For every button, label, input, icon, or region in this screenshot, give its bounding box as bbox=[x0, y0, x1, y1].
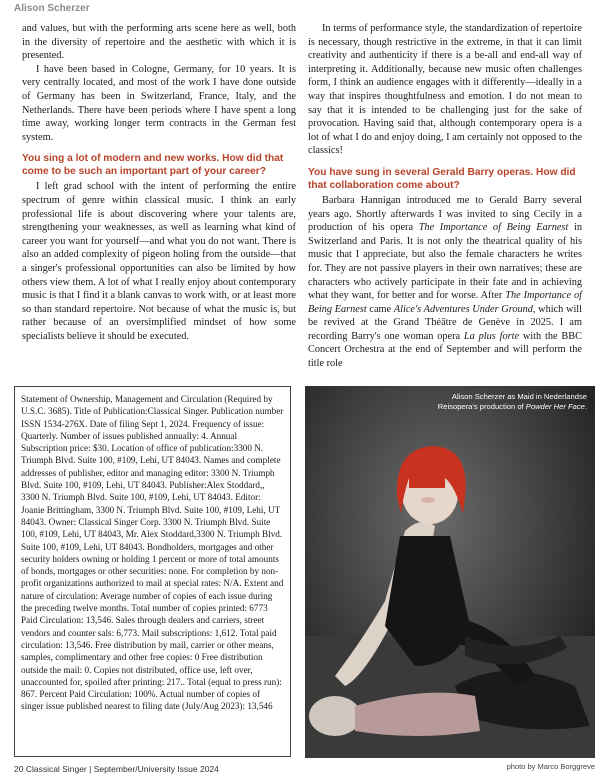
page-footer: 20 Classical Singer | September/University Issue 2024 bbox=[14, 764, 219, 774]
interview-question: You have sung in several Gerald Barry operas. How did that collaboration come about? bbox=[308, 166, 576, 191]
photo-caption: Alison Scherzer as Maid in Nederlandse Reisopera's production of Powder Her Face. bbox=[437, 392, 587, 411]
paragraph: In terms of performance style, the standardization of repertoire is necessary, though restrictive in the extreme, in that it can limit creativity and authenticity if there is a be-all and end-all way of interpreting it. Additionally, because new music often challenges form, I think an audience engages with it differently—ideally in a way that inspires thoughtfulness and emotion. I do not mean to say that it is intended to be challenging just for the sake of provocation. Having said that, although contemporary opera is a lot of what I do and enjoy doing, I am certainly not opposed to the classics! bbox=[308, 23, 582, 157]
paragraph: I have been based in Cologne, Germany, for 10 years. It is very centrally located, and most of the work I have done outside of Germany has been in Switzerland, France, Italy, and the Netherlands. There have been periods where I have spent a long time away, working longer term contracts in the German fest system. bbox=[22, 63, 296, 143]
opera-title: The Importance of Being Earnest bbox=[418, 222, 569, 234]
paragraph: I left grad school with the intent of performing the entire spectrum of genre within classical music. I think an early professional life is about discovering where your talents are, strengthening your weaknesses, as well as learning what kind of career you want for yourself—and what you do not want. There is also an added complexity of pigeon holing from the outside—that a singer's professional opportunities can also be limited by how others view them. A lot of what I really enjoy about contemporary music is that I find it a blank canvas to work with, or at least more so than standard repertoire. Not because of what the music is, but rather because of an oversimplified mindset of how some specialists believe it should be executed. bbox=[22, 181, 296, 342]
statement-of-ownership-box bbox=[14, 386, 291, 757]
article-left-column bbox=[22, 22, 296, 343]
opera-title: The Importance of Being Earnest bbox=[308, 290, 582, 315]
running-header-author: Alison Scherzer bbox=[14, 3, 90, 14]
statement-text: Statement of Ownership, Management and Circulation (Required by U.S.C. 3685). Title of Publication:Classical Singer. Publication number ISSN 1534-276X. Date of filing Sept 1, 2024. Frequency of issue: Quarterly. Number of issues published annually: 4. Annual Subscription price: $30. Location of office of publication:3300 N. Triumph Blvd. Suite 100, #109, Lehi, UT 84043. Names and complete addresses of publisher, editor and managing editor: 3300 N. Triumph Blvd. Suite 100, #109, Lehi, UT 84043. Publisher:Alex Stoddard,, 3300 N. Triumph Blvd. Suite 100, #109, Lehi, UT 84043. Editor: Joanie Brittingham, 3300 N. Triumph Blvd. Suite 100, #109, Lehi, UT 84043. Owner: Classical Singer Corp. 3300 N. Triumph Blvd. Suite 100, #109, Lehi, UT 84043, Mr. Alex Stoddard,3300 N. Triumph Blvd. Suite 100, #109, Lehi, UT 84043. Bondholders, mortgages and other security holders owning or holding 1 percent or more of total amounts of bonds, mortgages or other securities: none. For completion by non-profit organizations authorized to mail at special rates: N/A. Extent and nature of circulation: Average number of copies of each issue during the preceding twelve months. Total number of copies printed: 6773 Paid Circulation: 13,546. Sales through dealers and carriers, street vendors and counter sals: 6,773. Mail subscriptions: 1,612. Total paid circulation: 13,546. Free distribution by mail, carrier or other means, samples, complimentary and other free copies: 0 Free distribution outside the mail: 0. Copies not distributed, office use, left over, unaccounted for, spoiled after printing: 217.. Total (equal to press run): 867. Percent Paid Circulation: 100%. Actual number of copies of singer issue published nearest to filing date (July/Aug 2023): 13,546 bbox=[21, 394, 284, 712]
production-title: Powder Her Face bbox=[525, 401, 585, 411]
opera-title: La plus forte bbox=[463, 330, 520, 342]
photo-credit: photo by Marco Borggreve bbox=[506, 762, 595, 771]
article-right-column bbox=[308, 22, 582, 371]
stage-scene-illustration bbox=[305, 386, 595, 758]
interview-question: You sing a lot of modern and new works. How did that come to be such an important part of your career? bbox=[22, 153, 284, 178]
performance-photo bbox=[305, 386, 595, 758]
paragraph: and values, but with the performing arts scene here as well, both in the diversity of repertoire and the aesthetic with which it is presented. bbox=[22, 23, 296, 62]
opera-title: Alice's Adventures Under Ground bbox=[393, 303, 533, 315]
paragraph: Barbara Hannigan introduced me to Gerald Barry several years ago. Shortly afterwards I was invited to sing Cecily in a production of his opera The Importance of Being Earnest in Switzerland and Paris. It is not only the theatrical quality of his music that I appreciate, but also the female characters he writes for. They are not passive players in their own narratives; these are characters who actively participate in their fate and in achieving what they want, for better and for worse. After The Importance of Being Earnest came Alice's Adventures Under Ground, which will be revived at the Grand Théâtre de Genève in 2025. I am recording Barry's one woman opera La plus forte with the BBC Concert Orchestra at the end of September and will perform the title role bbox=[308, 194, 583, 370]
